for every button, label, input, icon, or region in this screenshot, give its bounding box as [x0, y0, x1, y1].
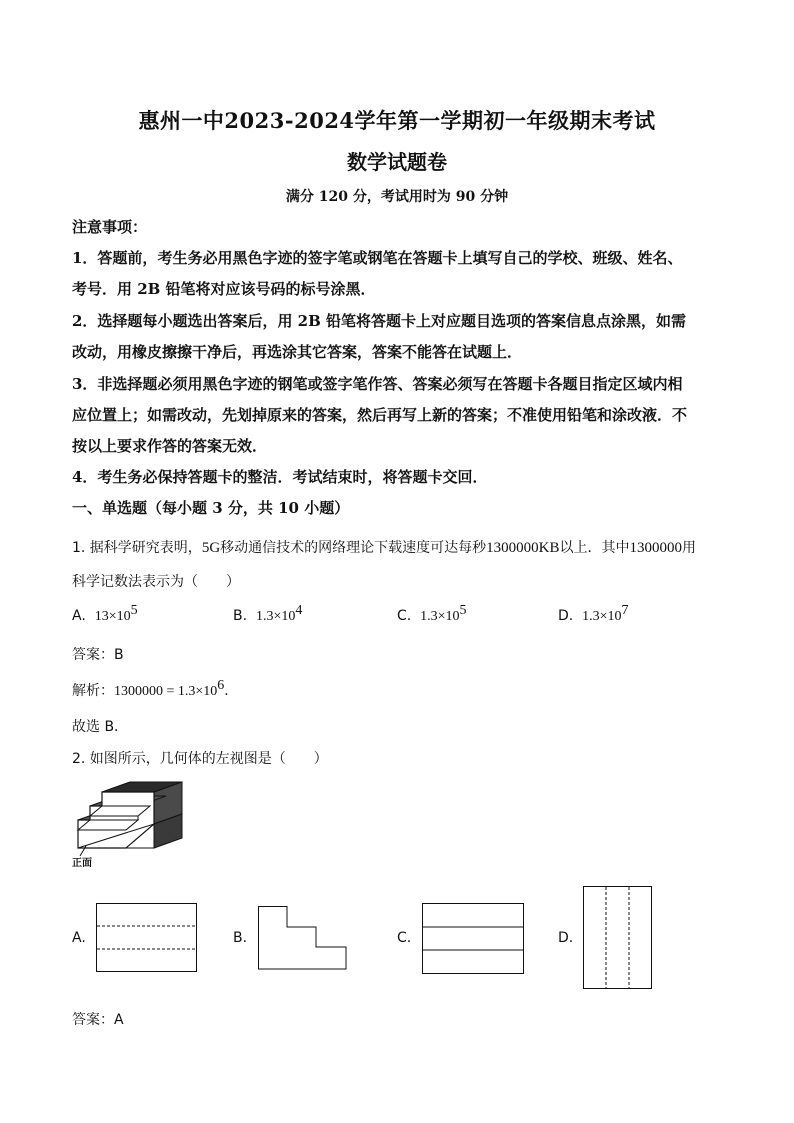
q2-option-a-label: A.: [72, 930, 86, 946]
q1-option-d-exp: 7: [621, 603, 629, 618]
q2-option-c-label: C.: [397, 930, 412, 946]
q2-stem: 2. 如图所示，几何体的左视图是（ ）: [72, 751, 328, 767]
notice-item-3-line-2: 应位置上；如需改动，先划掉原来的答案，然后再写上新的答案；不准使用铅笔和涂改液．不: [72, 406, 688, 424]
q1-analysis: [72, 680, 238, 700]
notice-item-4: 4．考生务必保持答题卡的整洁．考试结束时，将答题卡交回．: [72, 468, 488, 486]
q1-option-b-exp: 4: [295, 603, 303, 618]
q1-option-a-base: 13×10: [94, 609, 131, 624]
section-1-heading: 一、单选题（每小题 3 分，共 10 小题）: [72, 499, 350, 517]
q1-conclusion: 故选 B．: [72, 719, 129, 735]
exam-subtitle: 数学试题卷: [347, 150, 447, 174]
q2-option-d-figure: [583, 886, 653, 990]
notice-item-2-line-1: 2．选择题每小题选出答案后，用 2B 铅笔将答题卡上对应题目选项的答案信息点涂黑，如需: [72, 312, 687, 330]
notice-item-3-line-1: 3．非选择题必须用黑色字迹的钢笔或签字笔作答、答案必须写在答题卡各题目指定区域内相: [72, 375, 683, 393]
q2-option-a-figure: [96, 903, 198, 973]
notice-item-1-line-1: 1．答题前，考生务必用黑色字迹的签字笔或钢笔在答题卡上填写自己的学校、班级、姓名、: [72, 249, 683, 267]
q1-option-d-label: D.: [558, 608, 574, 624]
q1-option-c-exp: 5: [459, 603, 467, 618]
q1-option-b-base: 1.3×10: [255, 609, 296, 624]
q1-stem-num2: 1300000: [629, 540, 682, 556]
q1-option-c-base: 1.3×10: [420, 609, 460, 624]
q1-option-c: [397, 603, 467, 625]
exam-title: 惠州一中2023-2024学年第一学期初一年级期末考试: [138, 108, 656, 133]
q1-option-a-exp: 5: [130, 603, 138, 618]
q1-analysis-end: ．: [224, 683, 239, 699]
q1-analysis-expr: 1300000 = 1.3×10: [114, 684, 218, 699]
q2-figure-label: 正面: [72, 858, 92, 869]
q1-stem-d: 用: [682, 540, 696, 556]
q2-option-b-figure: [258, 906, 348, 970]
q1-option-a-label: A.: [72, 608, 86, 624]
q1-option-c-label: C.: [397, 608, 412, 624]
notice-item-3-line-3: 按以上要求作答的答案无效．: [72, 437, 268, 455]
q2-option-c-figure: [422, 903, 525, 975]
exam-info: 满分 120 分，考试用时为 90 分钟: [285, 189, 509, 205]
q1-stem-num: 1300000KB: [486, 540, 560, 556]
q1-stem-c: 以上．其中: [559, 540, 630, 556]
q2-answer: 答案：A: [72, 1012, 124, 1028]
q1-option-b-label: B.: [233, 608, 248, 624]
q1-analysis-exp: 6: [217, 678, 225, 693]
notice-heading: 注意事项：: [72, 218, 148, 236]
q1-stem-b: 移动通信技术的网络理论下载速度可达每秒: [220, 540, 487, 556]
q1-option-b: [233, 603, 303, 625]
q2-option-d-label: D.: [558, 930, 574, 946]
q1-stem-line-2: 科学记数法表示为（ ）: [72, 574, 240, 590]
q1-stem-a: 1. 据科学研究表明，: [72, 540, 202, 556]
q1-stem-5g: 5G: [201, 540, 221, 556]
q1-option-a: [72, 603, 138, 625]
q2-option-b-label: B.: [233, 930, 248, 946]
notice-item-1-line-2: 考号．用 2B 铅笔将对应该号码的标号涂黑．: [72, 280, 376, 298]
q1-answer: 答案：B: [72, 647, 124, 663]
q1-analysis-label: 解析：: [72, 683, 114, 699]
q1-option-d-base: 1.3×10: [582, 609, 622, 624]
q1-stem-line-1: [72, 537, 696, 557]
notice-item-2-line-2: 改动，用橡皮擦擦干净后，再选涂其它答案，答案不能答在试题上．: [72, 343, 523, 361]
q1-option-d: [558, 603, 629, 625]
